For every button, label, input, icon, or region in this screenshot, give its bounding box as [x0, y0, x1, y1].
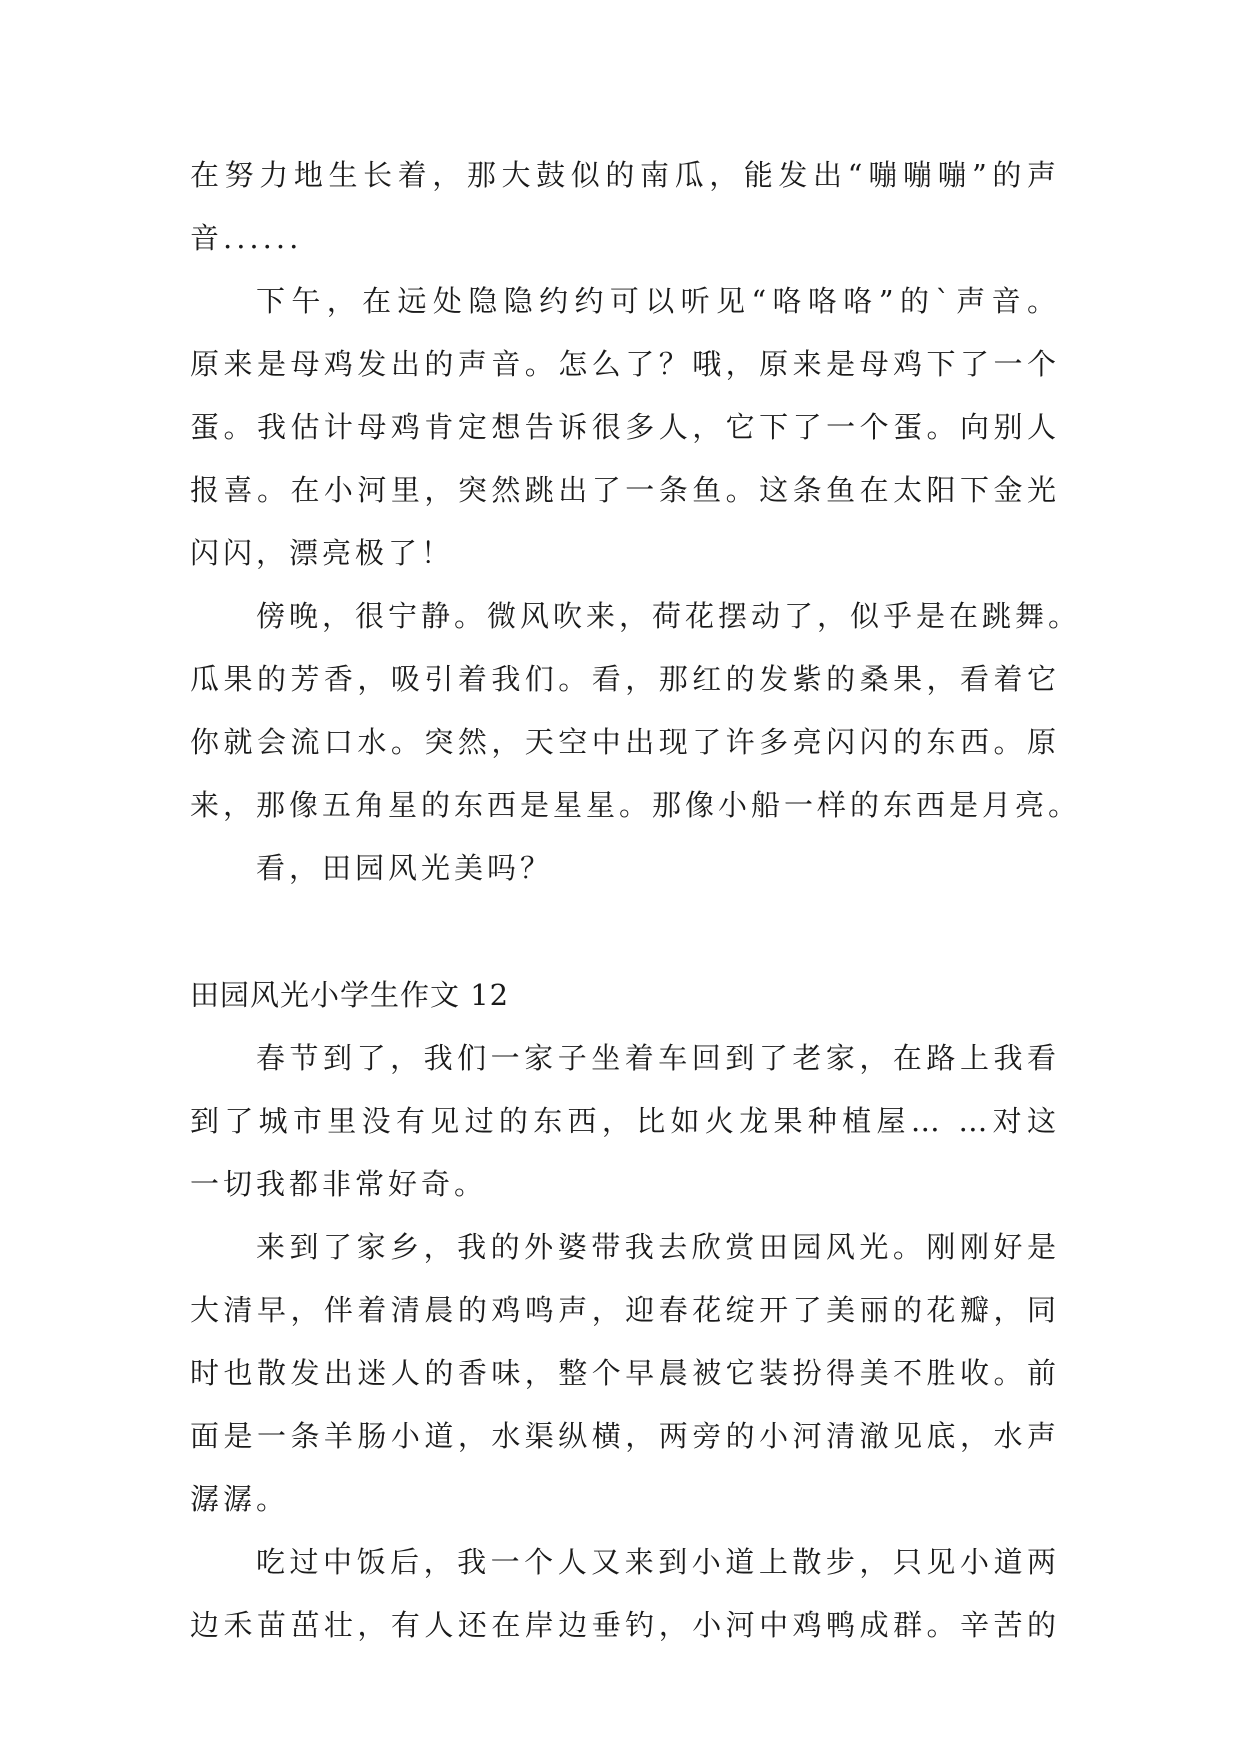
paragraph-pumpkin — [190, 158, 1060, 255]
document-page — [190, 158, 1082, 1671]
text-line: 来，那像五角星的东西是星星。那像小船一样的东西是月亮。 — [190, 788, 1082, 822]
section-title: 田园风光小学生作文 12 — [190, 978, 510, 1012]
text-line: 音...... — [190, 221, 303, 255]
text-line: 来到了家乡，我的外婆带我去欣赏田园风光。刚刚好是 — [256, 1230, 1060, 1264]
text-line: 在努力地生长着，那大鼓似的南瓜，能发出“嘣嘣嘣”的声 — [190, 158, 1060, 192]
text-line: 瓜果的芳香，吸引着我们。看，那红的发紫的桑果，看着它 — [190, 662, 1060, 696]
text-line: 下午，在远处隐隐约约可以听见“咯咯咯”的`声音。 — [256, 284, 1060, 318]
text-line: 报喜。在小河里，突然跳出了一条鱼。这条鱼在太阳下金光 — [190, 473, 1060, 507]
paragraph-spring-festival — [190, 1041, 1060, 1201]
text-line: 一切我都非常好奇。 — [190, 1167, 488, 1201]
text-line: 面是一条羊肠小道，水渠纵横，两旁的小河清澈见底，水声 — [190, 1419, 1060, 1453]
paragraph-hometown — [190, 1230, 1060, 1516]
paragraph-afternoon — [190, 284, 1060, 570]
text-line: 你就会流口水。突然，天空中出现了许多亮闪闪的东西。原 — [190, 725, 1060, 759]
text-line: 到了城市里没有见过的东西，比如火龙果种植屋… …对这 — [190, 1104, 1060, 1138]
paragraph-after-lunch — [190, 1545, 1060, 1642]
text-line: 边禾苗茁壮，有人还在岸边垂钓，小河中鸡鸭成群。辛苦的 — [190, 1608, 1060, 1642]
paragraph-closing-question — [190, 851, 1060, 885]
text-line: 闪闪，漂亮极了！ — [190, 536, 455, 570]
text-line: 原来是母鸡发出的声音。怎么了？哦，原来是母鸡下了一个 — [190, 347, 1060, 381]
text-line: 吃过中饭后，我一个人又来到小道上散步，只见小道两 — [256, 1545, 1060, 1579]
text-line: 时也散发出迷人的香味，整个早晨被它装扮得美不胜收。前 — [190, 1356, 1060, 1390]
text-line: 看，田园风光美吗？ — [256, 851, 554, 885]
section-spacer — [190, 914, 1060, 978]
text-line: 大清早，伴着清晨的鸡鸣声，迎春花绽开了美丽的花瓣，同 — [190, 1293, 1060, 1327]
text-line: 潺潺。 — [190, 1482, 290, 1516]
paragraph-evening — [190, 599, 1082, 822]
text-line: 傍晚，很宁静。微风吹来，荷花摆动了，似乎是在跳舞。 — [256, 599, 1082, 633]
text-line: 春节到了，我们一家子坐着车回到了老家，在路上我看 — [256, 1041, 1060, 1075]
text-line: 蛋。我估计母鸡肯定想告诉很多人，它下了一个蛋。向别人 — [190, 410, 1060, 444]
